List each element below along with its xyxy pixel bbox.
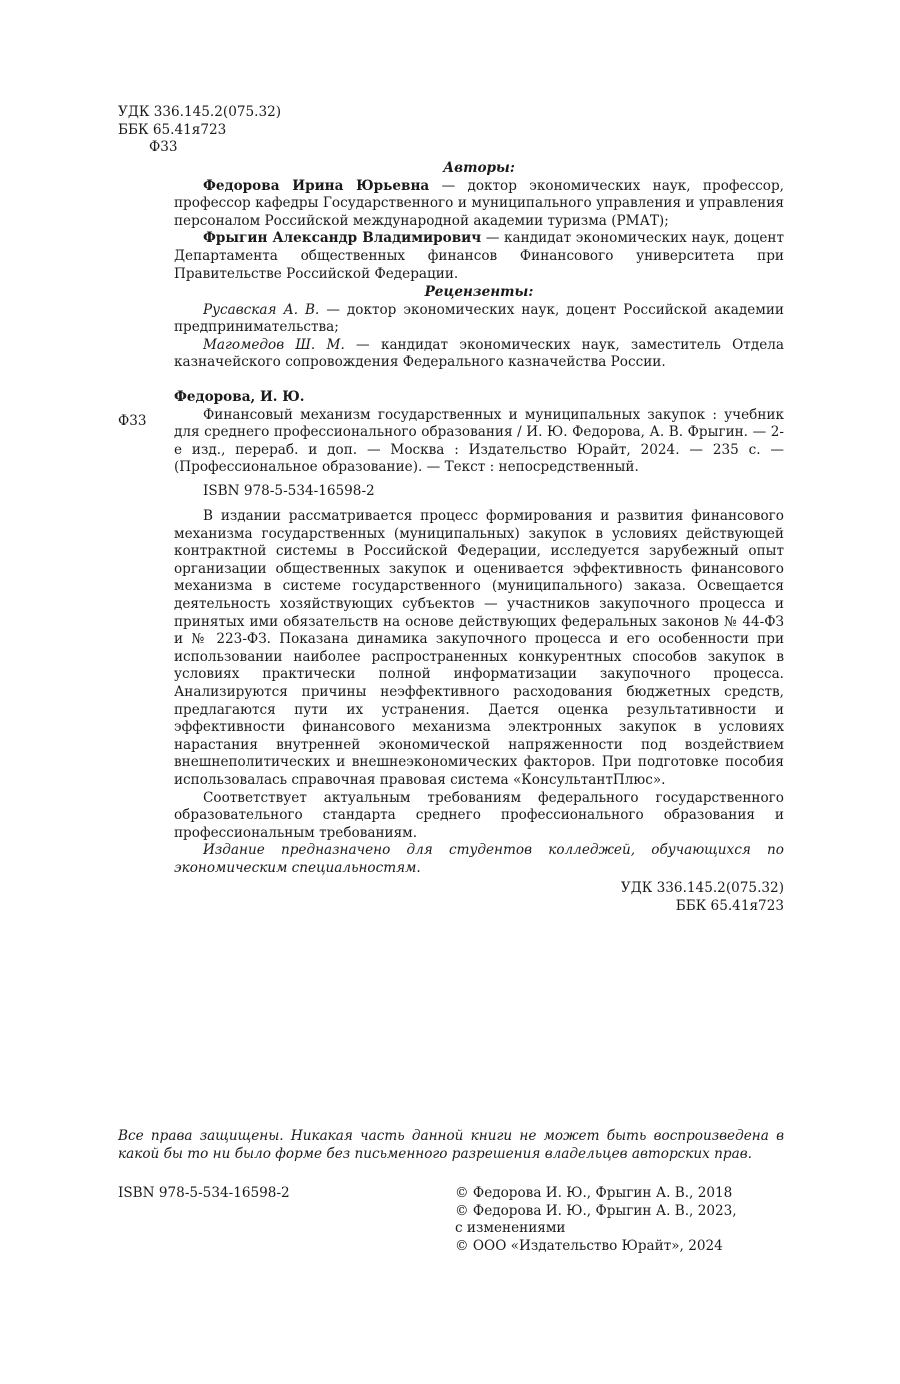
abstract-section	[174, 508, 784, 877]
bibliographic-record	[174, 389, 784, 501]
author-entry	[174, 178, 784, 231]
footer-isbn: ISBN 978-5-534-16598-2	[118, 1185, 290, 1201]
author-name: Фрыгин Александр Владимирович	[203, 230, 482, 247]
author-desc: — доктор экономических наук, профессор, профессор кафедры Государственного и муниципального управления и управления персоналом Российской международной академии туризма (РМАТ);	[174, 177, 785, 229]
rights-notice: Все права защищены. Никакая часть данной книги не может быть воспроизведена в какой бы то ни было форме без письменного разрешения владельцев авторских прав.	[118, 1128, 784, 1162]
main-author: Федорова, И. Ю.	[174, 389, 305, 405]
copyright-line: © Федорова И. Ю., Фрыгин А. В., 2023,	[455, 1202, 737, 1219]
bib-author-mark: Ф33	[118, 413, 147, 429]
classification-block	[118, 104, 281, 157]
abstract-audience: Издание предназначено для студентов колледжей, обучающихся по экономическим специальностям.	[174, 842, 784, 876]
bbk-code: ББК 65.41я723	[118, 121, 227, 138]
author-mark: Ф33	[149, 139, 178, 156]
bib-description: Финансовый механизм государственных и муниципальных закупок : учебник для среднего профессионального образования / И. Ю. Федорова, А. В. Фрыгин. — 2-е изд., перераб. и доп. — Москва : Издательство Юрайт, 2024. — 235 с. — (Профессиональное образование). — Текст : непосредственный.	[174, 406, 784, 476]
authors-heading: Авторы:	[443, 160, 515, 176]
author-desc: — кандидат экономических наук, доцент Департамента общественных финансов Финансового университета при Правительстве Российской Федерации.	[174, 230, 784, 282]
reviewer-entry	[174, 337, 784, 372]
reviewers-section	[174, 284, 784, 372]
udk-code: УДК 336.145.2(075.32)	[118, 104, 282, 120]
copyright-line: © ООО «Издательство Юрайт», 2024	[455, 1237, 723, 1254]
author-entry	[174, 230, 784, 283]
authors-section	[174, 160, 784, 283]
reviewer-desc: — кандидат экономических наук, заместитель Отдела казначейского сопровождения Федерального казначейства России.	[174, 336, 784, 371]
abstract-paragraph: Соответствует актуальным требованиям федерального государственного образовательного стандарта среднего профессионального образования и профессиональным требованиям.	[174, 789, 784, 841]
author-name: Федорова Ирина Юрьевна	[203, 177, 430, 194]
reviewer-desc: — доктор экономических наук, доцент Российской академии предпринимательства;	[174, 301, 784, 336]
abstract-paragraph: В издании рассматривается процесс формирования и развития финансового механизма государственных (муниципальных) закупок в условиях действующей контрактной системы в Российской Федерации, исследуется зарубежный опыт организации общественных закупок и оценивается эффективность финансового механизма в системе государственного (муниципального) заказа. Освещается деятельность хозяйствующих субъектов — участников закупочного процесса и принятых ими обязательств на основе действующих федеральных законов № 44-ФЗ и № 223-ФЗ. Показана динамика закупочного процесса и его особенности при использовании наиболее распространенных конкурентных способов закупок в условиях практически полной информатизации закупочного процесса. Анализируются причины неэффективного расходования бюджетных средств, предлагаются пути их устранения. Дается оценка результативности и эффективности финансового механизма электронных закупок в условиях нарастания внутренней экономической напряженности под воздействием внешнеполитических и внешнеэкономических факторов. При подготовке пособия использовалась справочная правовая система «КонсультантПлюс».	[174, 508, 784, 788]
copyright-line: © Федорова И. Ю., Фрыгин А. В., 2018	[455, 1185, 733, 1201]
classification-footer	[474, 880, 784, 915]
copyright-line: с изменениями	[455, 1220, 566, 1237]
bib-isbn: ISBN 978-5-534-16598-2	[203, 482, 375, 499]
reviewer-name: Магомедов Ш. М.	[203, 336, 345, 353]
copyright-block	[455, 1185, 737, 1255]
reviewer-name: Русавская А. В.	[203, 301, 320, 318]
udk-code-footer: УДК 336.145.2(075.32)	[620, 880, 784, 896]
bbk-code-footer: ББК 65.41я723	[675, 897, 784, 914]
reviewer-entry	[174, 302, 784, 337]
reviewers-heading: Рецензенты:	[424, 284, 534, 300]
